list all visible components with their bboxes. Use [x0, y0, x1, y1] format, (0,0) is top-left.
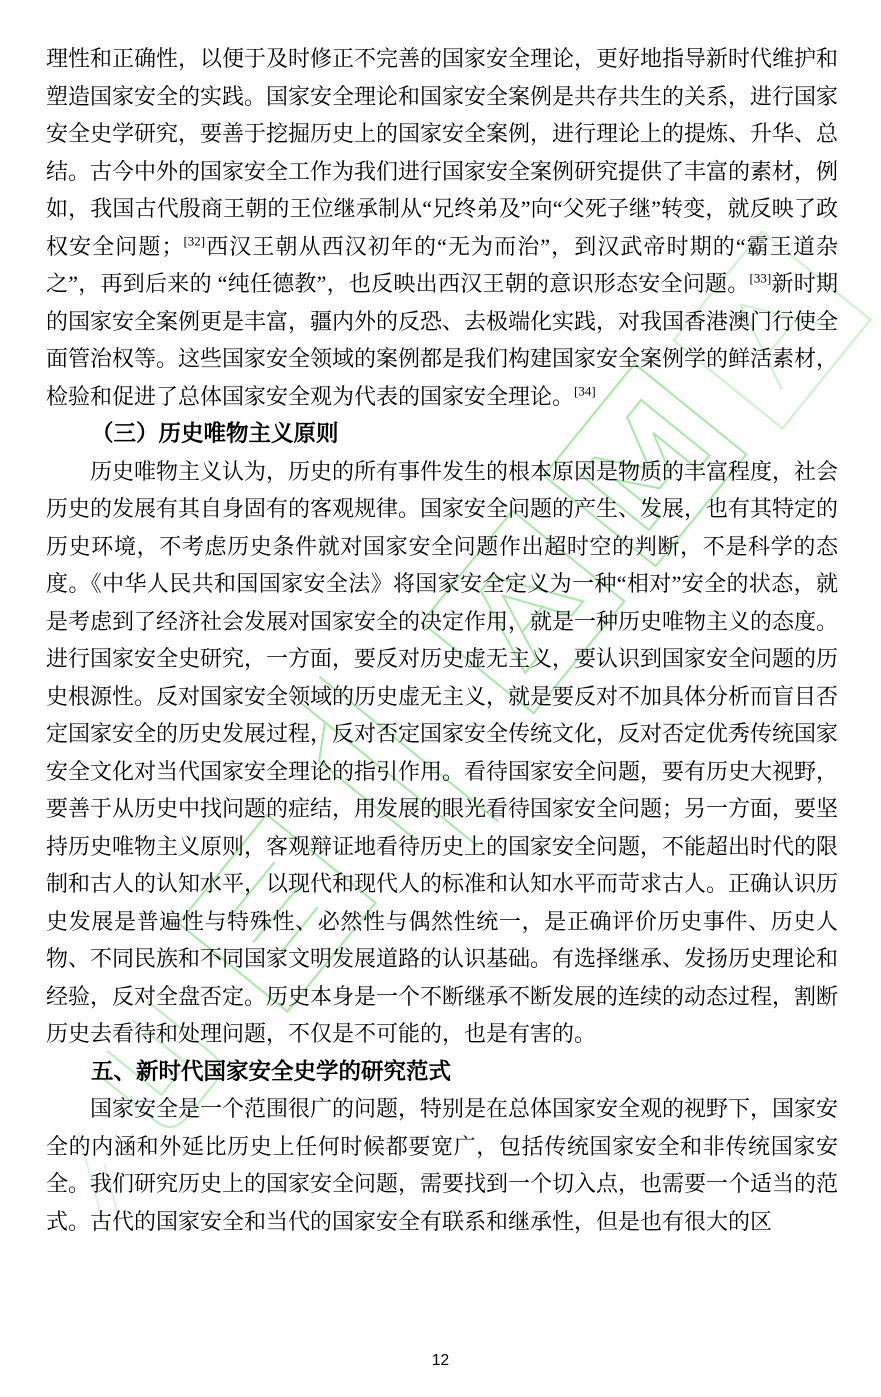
paragraph-continuation: 理性和正确性，以便于及时修正不完善的国家安全理论，更好地指导新时代维护和塑造国家安全的实践。国家安全理论和国家安全案例是共存共生的关系，进行国家安全史学研究，要善于挖掘历史上的国家安全案例，进行理论上的提炼、升华、总结。古今中外的国家安全工作为我们进行国家安全案例研究提供了丰富的素材，例如，我国古代殷商王朝的王位继承制从“兄终弟及”向“父死子继”转变，就反映了政权安全问题；[32]西汉王朝从西汉初年的“无为而治”，到汉武帝时期的“霸王道杂之”，再到后来的 “纯任德教”，也反映出西汉王朝的意识形态安全问题。[33]新时期的国家安全案例更是丰富，疆内外的反恐、去极端化实践，对我国香港澳门行使全面管治权等。这些国家安全领域的案例都是我们构建国家安全案例学的鲜活素材，检验和促进了总体国家安全观为代表的国家安全理论。[34]: [46, 46, 839, 409]
section-heading-5: 五、新时代国家安全史学的研究范式: [91, 1058, 452, 1084]
page-footer: [0, 1352, 881, 1370]
footnote-reference: [33]: [749, 270, 772, 286]
page-content: [46, 40, 838, 1240]
paragraph-research-paradigm: 国家安全是一个范围很广的问题，特别是在总体国家安全观的视野下，国家安全的内涵和外延比历史上任何时候都要宽广，包括传统国家安全和非传统国家安全。我们研究历史上的国家安全问题，需要找到一个切入点，也需要一个适当的范式。古代的国家安全和当代的国家安全有联系和继承性，但是也有很大的区: [46, 1096, 839, 1234]
paragraph-historical-materialism: 历史唯物主义认为，历史的所有事件发生的根本原因是物质的丰富程度，社会历史的发展有其自身固有的客观规律。国家安全问题的产生、发展，也有其特定的历史环境，不考虑历史条件就对国家安全问题作出超时空的判断，不是科学的态度。《中华人民共和国国家安全法》将国家安全定义为一种“相对”安全的状态，就是考虑到了经济社会发展对国家安全的决定作用，就是一种历史唯物主义的态度。进行国家安全史研究，一方面，要反对历史虚无主义，要认识到国家安全问题的历史根源性。反对国家安全领域的历史虚无主义，就是要反对不加具体分析而盲目否定国家安全的历史发展过程，反对否定国家安全传统文化，反对否定优秀传统国家安全文化对当代国家安全理论的指引作用。看待国家安全问题，要有历史大视野，要善于从历史中找问题的症结，用发展的眼光看待国家安全问题；另一方面，要坚持历史唯物主义原则，客观辩证地看待历史上的国家安全问题，不能超出时代的限制和古人的认知水平，以现代和现代人的标准和认知水平而苛求古人。正确认识历史发展是普遍性与特殊性、必然性与偶然性统一，是正确评价历史事件、历史人物、不同民族和不同国家文明发展道路的认识基础。有选择继承、发扬历史理论和经验，反对全盘否定。历史本身是一个不断继承不断发展的连续的动态过程，割断历史去看待和处理问题，不仅是不可能的，也是有害的。: [46, 458, 839, 1046]
footnote-reference: [32]: [183, 233, 206, 249]
footnote-reference: [34]: [574, 383, 596, 399]
page-number: 12: [431, 1352, 450, 1369]
section-heading-3: （三）历史唯物主义原则: [91, 421, 339, 446]
